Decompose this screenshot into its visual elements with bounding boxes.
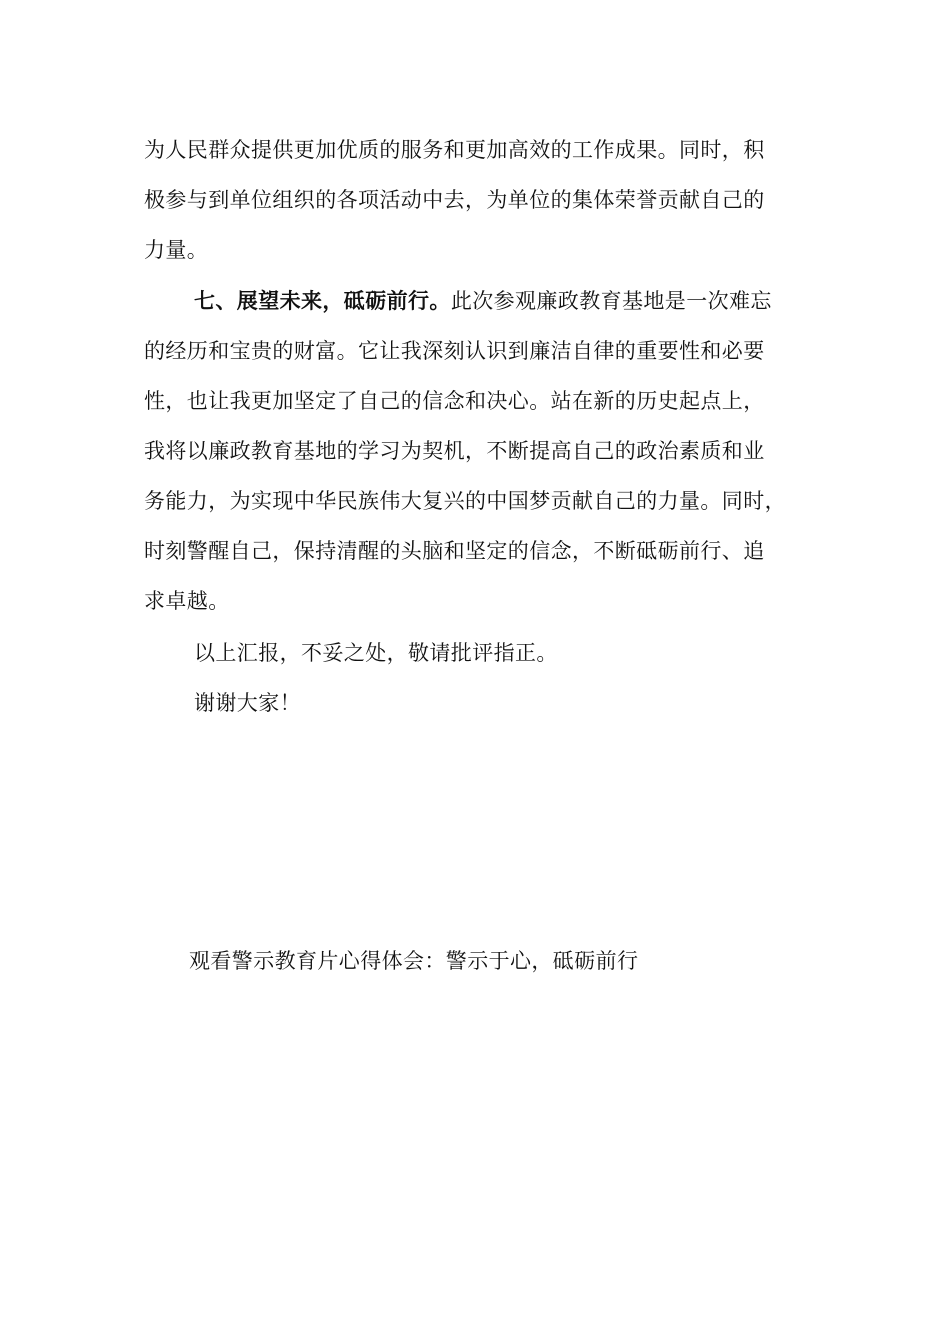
section-7-line-4: 我将以廉政教育基地的学习为契机，不断提高自己的政治素质和业 <box>144 439 765 463</box>
closing-line-1: 以上汇报，不妥之处，敬请批评指正。 <box>194 641 558 665</box>
section-7-line-7: 求卓越。 <box>144 589 230 613</box>
paragraph-1-line-2: 极参与到单位组织的各项活动中去，为单位的集体荣誉贡献自己的 <box>144 188 765 212</box>
section-7-line-1-text: 此次参观廉政教育基地是一次难忘 <box>450 289 772 313</box>
closing-line-2: 谢谢大家！ <box>194 691 301 715</box>
section-7-line-3: 性，也让我更加坚定了自己的信念和决心。站在新的历史起点上， <box>144 389 765 413</box>
section-7-line-5: 务能力，为实现中华民族伟大复兴的中国梦贡献自己的力量。同时， <box>144 489 786 513</box>
section-7-heading: 七、展望未来，砥砺前行。 <box>194 289 451 313</box>
section-7-line-6: 时刻警醒自己，保持清醒的头脑和坚定的信念，不断砥砺前行、追 <box>144 539 765 563</box>
section-7-line-2: 的经历和宝贵的财富。它让我深刻认识到廉洁自律的重要性和必要 <box>144 339 765 363</box>
paragraph-1-line-1: 为人民群众提供更加优质的服务和更加高效的工作成果。同时，积 <box>144 138 765 162</box>
section-7-first-line <box>194 288 772 314</box>
next-article-title: 观看警示教育片心得体会：警示于心，砥砺前行 <box>189 949 639 973</box>
paragraph-1-line-3: 力量。 <box>144 238 209 262</box>
